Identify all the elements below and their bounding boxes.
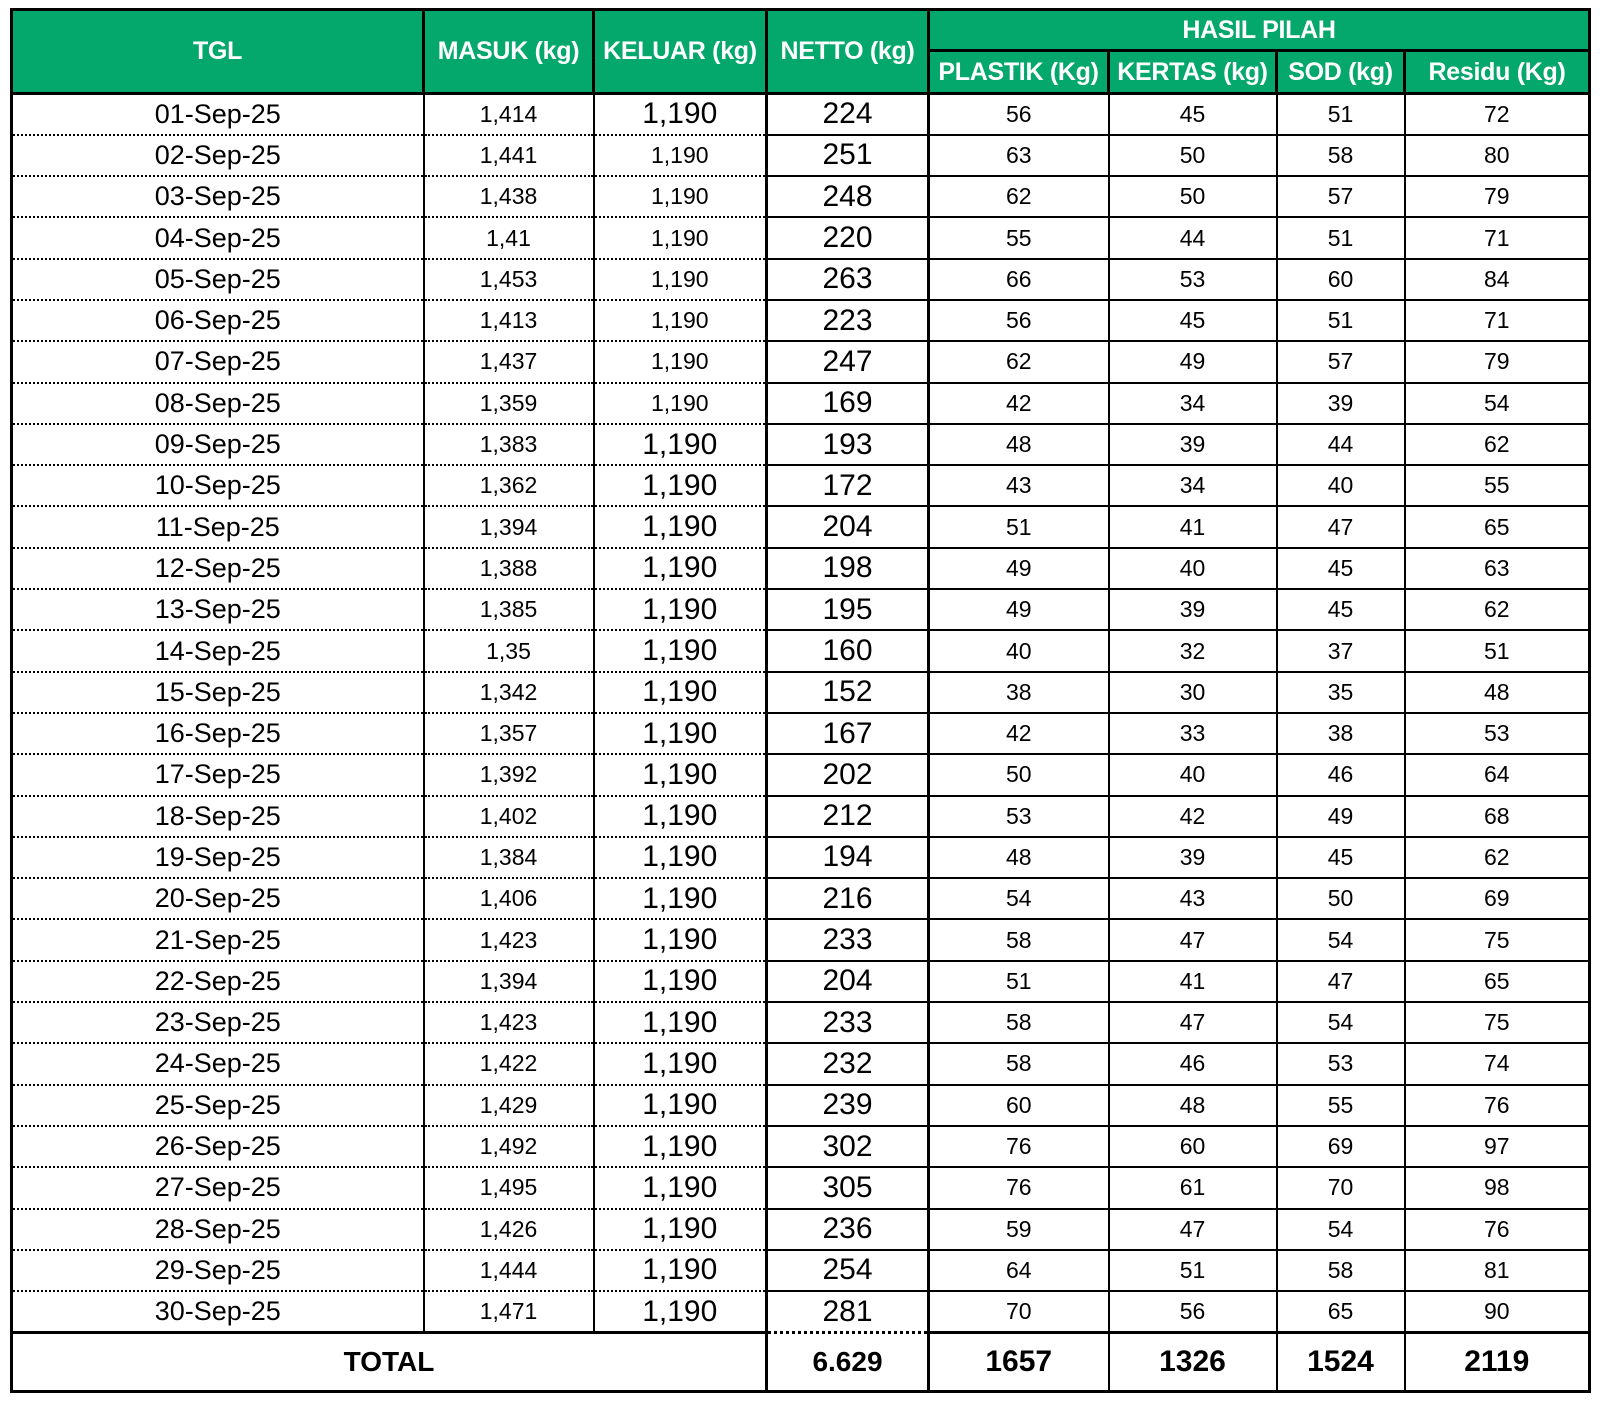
cell-keluar: 1,190 <box>594 1291 767 1332</box>
table-row <box>12 1126 1590 1167</box>
cell-keluar: 1,190 <box>594 506 767 547</box>
cell-kertas: 30 <box>1109 672 1277 713</box>
cell-kertas: 47 <box>1109 919 1277 960</box>
cell-date: 23-Sep-25 <box>12 1002 424 1043</box>
cell-netto: 216 <box>767 878 929 919</box>
table-footer <box>12 1332 1590 1391</box>
cell-netto: 152 <box>767 672 929 713</box>
cell-plastik: 42 <box>929 383 1109 424</box>
cell-masuk: 1,359 <box>424 383 594 424</box>
header-tgl: TGL <box>12 10 424 94</box>
cell-plastik: 43 <box>929 465 1109 506</box>
cell-date: 18-Sep-25 <box>12 796 424 837</box>
cell-kertas: 41 <box>1109 506 1277 547</box>
table-row <box>12 506 1590 547</box>
cell-netto: 302 <box>767 1126 929 1167</box>
cell-sod: 51 <box>1277 217 1405 258</box>
cell-keluar: 1,190 <box>594 713 767 754</box>
cell-netto: 251 <box>767 135 929 176</box>
cell-residu: 62 <box>1405 589 1590 630</box>
cell-sod: 69 <box>1277 1126 1405 1167</box>
cell-keluar: 1,190 <box>594 341 767 382</box>
header-plastik: PLASTIK (Kg) <box>929 51 1109 94</box>
cell-date: 22-Sep-25 <box>12 961 424 1002</box>
cell-kertas: 49 <box>1109 341 1277 382</box>
cell-kertas: 43 <box>1109 878 1277 919</box>
cell-netto: 233 <box>767 1002 929 1043</box>
cell-kertas: 41 <box>1109 961 1277 1002</box>
cell-plastik: 49 <box>929 548 1109 589</box>
cell-netto: 220 <box>767 217 929 258</box>
cell-keluar: 1,190 <box>594 1126 767 1167</box>
table-row <box>12 465 1590 506</box>
cell-residu: 62 <box>1405 837 1590 878</box>
cell-netto: 239 <box>767 1085 929 1126</box>
cell-kertas: 50 <box>1109 176 1277 217</box>
cell-plastik: 60 <box>929 1085 1109 1126</box>
cell-masuk: 1,402 <box>424 796 594 837</box>
cell-masuk: 1,383 <box>424 424 594 465</box>
cell-kertas: 44 <box>1109 217 1277 258</box>
cell-plastik: 53 <box>929 796 1109 837</box>
cell-sod: 54 <box>1277 919 1405 960</box>
cell-masuk: 1,394 <box>424 506 594 547</box>
table-row <box>12 1043 1590 1084</box>
cell-date: 12-Sep-25 <box>12 548 424 589</box>
cell-sod: 47 <box>1277 506 1405 547</box>
table-row <box>12 630 1590 671</box>
cell-plastik: 58 <box>929 1043 1109 1084</box>
cell-sod: 50 <box>1277 878 1405 919</box>
cell-residu: 75 <box>1405 919 1590 960</box>
cell-masuk: 1,437 <box>424 341 594 382</box>
total-netto: 6.629 <box>767 1332 929 1391</box>
cell-masuk: 1,423 <box>424 1002 594 1043</box>
cell-residu: 64 <box>1405 754 1590 795</box>
cell-netto: 160 <box>767 630 929 671</box>
table-row <box>12 94 1590 135</box>
cell-masuk: 1,357 <box>424 713 594 754</box>
cell-plastik: 42 <box>929 713 1109 754</box>
cell-plastik: 50 <box>929 754 1109 795</box>
cell-plastik: 55 <box>929 217 1109 258</box>
cell-plastik: 62 <box>929 176 1109 217</box>
cell-residu: 55 <box>1405 465 1590 506</box>
cell-plastik: 62 <box>929 341 1109 382</box>
cell-masuk: 1,413 <box>424 300 594 341</box>
cell-plastik: 51 <box>929 961 1109 1002</box>
cell-residu: 98 <box>1405 1167 1590 1208</box>
cell-kertas: 40 <box>1109 754 1277 795</box>
cell-residu: 76 <box>1405 1209 1590 1250</box>
cell-masuk: 1,362 <box>424 465 594 506</box>
cell-plastik: 76 <box>929 1167 1109 1208</box>
total-label: TOTAL <box>12 1332 767 1391</box>
cell-netto: 232 <box>767 1043 929 1084</box>
table-row <box>12 919 1590 960</box>
cell-kertas: 32 <box>1109 630 1277 671</box>
cell-plastik: 58 <box>929 1002 1109 1043</box>
cell-date: 21-Sep-25 <box>12 919 424 960</box>
cell-kertas: 47 <box>1109 1002 1277 1043</box>
cell-date: 20-Sep-25 <box>12 878 424 919</box>
cell-kertas: 34 <box>1109 383 1277 424</box>
cell-sod: 39 <box>1277 383 1405 424</box>
cell-keluar: 1,190 <box>594 878 767 919</box>
cell-keluar: 1,190 <box>594 1002 767 1043</box>
table-row <box>12 1002 1590 1043</box>
cell-date: 07-Sep-25 <box>12 341 424 382</box>
cell-netto: 204 <box>767 506 929 547</box>
cell-plastik: 49 <box>929 589 1109 630</box>
cell-plastik: 51 <box>929 506 1109 547</box>
cell-kertas: 53 <box>1109 259 1277 300</box>
table-row <box>12 176 1590 217</box>
table-row <box>12 341 1590 382</box>
cell-residu: 75 <box>1405 1002 1590 1043</box>
cell-masuk: 1,392 <box>424 754 594 795</box>
cell-sod: 57 <box>1277 341 1405 382</box>
cell-kertas: 46 <box>1109 1043 1277 1084</box>
cell-masuk: 1,385 <box>424 589 594 630</box>
cell-date: 06-Sep-25 <box>12 300 424 341</box>
cell-masuk: 1,492 <box>424 1126 594 1167</box>
cell-residu: 72 <box>1405 94 1590 135</box>
cell-netto: 281 <box>767 1291 929 1332</box>
cell-sod: 45 <box>1277 589 1405 630</box>
cell-residu: 65 <box>1405 506 1590 547</box>
cell-sod: 45 <box>1277 837 1405 878</box>
cell-date: 05-Sep-25 <box>12 259 424 300</box>
cell-plastik: 58 <box>929 919 1109 960</box>
cell-kertas: 34 <box>1109 465 1277 506</box>
cell-residu: 80 <box>1405 135 1590 176</box>
cell-sod: 46 <box>1277 754 1405 795</box>
cell-netto: 167 <box>767 713 929 754</box>
header-masuk: MASUK (kg) <box>424 10 594 94</box>
table-row <box>12 961 1590 1002</box>
cell-plastik: 76 <box>929 1126 1109 1167</box>
cell-netto: 212 <box>767 796 929 837</box>
cell-kertas: 56 <box>1109 1291 1277 1332</box>
cell-keluar: 1,190 <box>594 135 767 176</box>
cell-netto: 233 <box>767 919 929 960</box>
table-header <box>12 10 1590 94</box>
cell-masuk: 1,384 <box>424 837 594 878</box>
cell-plastik: 56 <box>929 94 1109 135</box>
cell-date: 02-Sep-25 <box>12 135 424 176</box>
cell-kertas: 40 <box>1109 548 1277 589</box>
cell-date: 03-Sep-25 <box>12 176 424 217</box>
cell-plastik: 48 <box>929 837 1109 878</box>
cell-masuk: 1,422 <box>424 1043 594 1084</box>
cell-netto: 204 <box>767 961 929 1002</box>
cell-sod: 47 <box>1277 961 1405 1002</box>
cell-masuk: 1,423 <box>424 919 594 960</box>
cell-keluar: 1,190 <box>594 465 767 506</box>
cell-residu: 79 <box>1405 341 1590 382</box>
cell-netto: 305 <box>767 1167 929 1208</box>
cell-kertas: 33 <box>1109 713 1277 754</box>
cell-date: 04-Sep-25 <box>12 217 424 258</box>
cell-date: 24-Sep-25 <box>12 1043 424 1084</box>
cell-date: 25-Sep-25 <box>12 1085 424 1126</box>
cell-plastik: 70 <box>929 1291 1109 1332</box>
table-row <box>12 259 1590 300</box>
cell-plastik: 54 <box>929 878 1109 919</box>
cell-netto: 194 <box>767 837 929 878</box>
cell-kertas: 47 <box>1109 1209 1277 1250</box>
table-row <box>12 300 1590 341</box>
cell-keluar: 1,190 <box>594 589 767 630</box>
cell-residu: 71 <box>1405 300 1590 341</box>
cell-date: 29-Sep-25 <box>12 1250 424 1291</box>
cell-residu: 76 <box>1405 1085 1590 1126</box>
cell-residu: 84 <box>1405 259 1590 300</box>
cell-date: 27-Sep-25 <box>12 1167 424 1208</box>
cell-masuk: 1,41 <box>424 217 594 258</box>
table-row <box>12 754 1590 795</box>
cell-masuk: 1,444 <box>424 1250 594 1291</box>
cell-keluar: 1,190 <box>594 259 767 300</box>
cell-sod: 54 <box>1277 1209 1405 1250</box>
cell-date: 26-Sep-25 <box>12 1126 424 1167</box>
table-row <box>12 424 1590 465</box>
cell-sod: 51 <box>1277 94 1405 135</box>
cell-residu: 71 <box>1405 217 1590 258</box>
cell-masuk: 1,342 <box>424 672 594 713</box>
cell-plastik: 64 <box>929 1250 1109 1291</box>
cell-sod: 65 <box>1277 1291 1405 1332</box>
cell-date: 10-Sep-25 <box>12 465 424 506</box>
cell-masuk: 1,426 <box>424 1209 594 1250</box>
table-row <box>12 837 1590 878</box>
total-kertas: 1326 <box>1109 1332 1277 1391</box>
cell-keluar: 1,190 <box>594 796 767 837</box>
cell-netto: 247 <box>767 341 929 382</box>
table-body <box>12 94 1590 1333</box>
cell-netto: 195 <box>767 589 929 630</box>
cell-sod: 58 <box>1277 135 1405 176</box>
cell-date: 14-Sep-25 <box>12 630 424 671</box>
cell-residu: 65 <box>1405 961 1590 1002</box>
total-sod: 1524 <box>1277 1332 1405 1391</box>
cell-sod: 58 <box>1277 1250 1405 1291</box>
total-residu: 2119 <box>1405 1332 1590 1391</box>
cell-plastik: 56 <box>929 300 1109 341</box>
cell-masuk: 1,406 <box>424 878 594 919</box>
cell-keluar: 1,190 <box>594 837 767 878</box>
cell-date: 15-Sep-25 <box>12 672 424 713</box>
cell-residu: 97 <box>1405 1126 1590 1167</box>
cell-keluar: 1,190 <box>594 1085 767 1126</box>
cell-keluar: 1,190 <box>594 1043 767 1084</box>
table-row <box>12 548 1590 589</box>
cell-residu: 62 <box>1405 424 1590 465</box>
cell-residu: 90 <box>1405 1291 1590 1332</box>
cell-kertas: 39 <box>1109 424 1277 465</box>
table-row <box>12 1085 1590 1126</box>
table-row <box>12 589 1590 630</box>
waste-report-table <box>10 8 1591 1393</box>
cell-sod: 45 <box>1277 548 1405 589</box>
cell-keluar: 1,190 <box>594 383 767 424</box>
cell-keluar: 1,190 <box>594 1209 767 1250</box>
cell-masuk: 1,453 <box>424 259 594 300</box>
cell-date: 30-Sep-25 <box>12 1291 424 1332</box>
cell-keluar: 1,190 <box>594 300 767 341</box>
cell-plastik: 63 <box>929 135 1109 176</box>
cell-netto: 223 <box>767 300 929 341</box>
cell-date: 28-Sep-25 <box>12 1209 424 1250</box>
cell-sod: 57 <box>1277 176 1405 217</box>
cell-sod: 44 <box>1277 424 1405 465</box>
cell-netto: 169 <box>767 383 929 424</box>
total-row <box>12 1332 1590 1391</box>
cell-keluar: 1,190 <box>594 424 767 465</box>
cell-keluar: 1,190 <box>594 919 767 960</box>
cell-kertas: 48 <box>1109 1085 1277 1126</box>
cell-plastik: 38 <box>929 672 1109 713</box>
cell-sod: 38 <box>1277 713 1405 754</box>
cell-residu: 53 <box>1405 713 1590 754</box>
cell-kertas: 39 <box>1109 589 1277 630</box>
table-row <box>12 713 1590 754</box>
header-residu: Residu (Kg) <box>1405 51 1590 94</box>
cell-masuk: 1,441 <box>424 135 594 176</box>
cell-kertas: 61 <box>1109 1167 1277 1208</box>
total-plastik: 1657 <box>929 1332 1109 1391</box>
cell-residu: 54 <box>1405 383 1590 424</box>
table-row <box>12 217 1590 258</box>
cell-sod: 35 <box>1277 672 1405 713</box>
cell-sod: 40 <box>1277 465 1405 506</box>
table-row <box>12 1250 1590 1291</box>
cell-sod: 70 <box>1277 1167 1405 1208</box>
cell-date: 16-Sep-25 <box>12 713 424 754</box>
cell-keluar: 1,190 <box>594 176 767 217</box>
cell-sod: 37 <box>1277 630 1405 671</box>
cell-masuk: 1,394 <box>424 961 594 1002</box>
cell-sod: 60 <box>1277 259 1405 300</box>
cell-keluar: 1,190 <box>594 1167 767 1208</box>
cell-kertas: 45 <box>1109 300 1277 341</box>
cell-kertas: 50 <box>1109 135 1277 176</box>
table-row <box>12 1167 1590 1208</box>
cell-date: 09-Sep-25 <box>12 424 424 465</box>
cell-residu: 48 <box>1405 672 1590 713</box>
table-row <box>12 672 1590 713</box>
cell-keluar: 1,190 <box>594 94 767 135</box>
cell-residu: 68 <box>1405 796 1590 837</box>
cell-keluar: 1,190 <box>594 672 767 713</box>
cell-kertas: 60 <box>1109 1126 1277 1167</box>
cell-sod: 53 <box>1277 1043 1405 1084</box>
cell-sod: 51 <box>1277 300 1405 341</box>
cell-netto: 263 <box>767 259 929 300</box>
cell-netto: 202 <box>767 754 929 795</box>
header-netto: NETTO (kg) <box>767 10 929 94</box>
table-row <box>12 383 1590 424</box>
table-row <box>12 1291 1590 1332</box>
cell-keluar: 1,190 <box>594 217 767 258</box>
cell-date: 08-Sep-25 <box>12 383 424 424</box>
cell-residu: 74 <box>1405 1043 1590 1084</box>
cell-date: 11-Sep-25 <box>12 506 424 547</box>
cell-keluar: 1,190 <box>594 630 767 671</box>
cell-date: 13-Sep-25 <box>12 589 424 630</box>
cell-residu: 63 <box>1405 548 1590 589</box>
header-hasil-pilah: HASIL PILAH <box>929 10 1590 51</box>
cell-sod: 54 <box>1277 1002 1405 1043</box>
header-sod: SOD (kg) <box>1277 51 1405 94</box>
table-row <box>12 1209 1590 1250</box>
cell-masuk: 1,438 <box>424 176 594 217</box>
cell-masuk: 1,35 <box>424 630 594 671</box>
cell-plastik: 66 <box>929 259 1109 300</box>
cell-kertas: 42 <box>1109 796 1277 837</box>
cell-kertas: 51 <box>1109 1250 1277 1291</box>
cell-netto: 236 <box>767 1209 929 1250</box>
cell-keluar: 1,190 <box>594 961 767 1002</box>
cell-netto: 198 <box>767 548 929 589</box>
cell-residu: 79 <box>1405 176 1590 217</box>
cell-residu: 81 <box>1405 1250 1590 1291</box>
cell-netto: 248 <box>767 176 929 217</box>
cell-netto: 224 <box>767 94 929 135</box>
cell-sod: 55 <box>1277 1085 1405 1126</box>
cell-keluar: 1,190 <box>594 754 767 795</box>
cell-netto: 254 <box>767 1250 929 1291</box>
cell-date: 17-Sep-25 <box>12 754 424 795</box>
cell-plastik: 40 <box>929 630 1109 671</box>
cell-netto: 172 <box>767 465 929 506</box>
cell-date: 01-Sep-25 <box>12 94 424 135</box>
cell-keluar: 1,190 <box>594 1250 767 1291</box>
cell-netto: 193 <box>767 424 929 465</box>
cell-kertas: 39 <box>1109 837 1277 878</box>
cell-masuk: 1,414 <box>424 94 594 135</box>
cell-masuk: 1,471 <box>424 1291 594 1332</box>
cell-plastik: 59 <box>929 1209 1109 1250</box>
header-kertas: KERTAS (kg) <box>1109 51 1277 94</box>
cell-plastik: 48 <box>929 424 1109 465</box>
cell-sod: 49 <box>1277 796 1405 837</box>
cell-masuk: 1,388 <box>424 548 594 589</box>
cell-masuk: 1,495 <box>424 1167 594 1208</box>
table-row <box>12 796 1590 837</box>
table-row <box>12 135 1590 176</box>
cell-keluar: 1,190 <box>594 548 767 589</box>
header-keluar: KELUAR (kg) <box>594 10 767 94</box>
cell-kertas: 45 <box>1109 94 1277 135</box>
cell-residu: 51 <box>1405 630 1590 671</box>
table-row <box>12 878 1590 919</box>
cell-residu: 69 <box>1405 878 1590 919</box>
cell-masuk: 1,429 <box>424 1085 594 1126</box>
cell-date: 19-Sep-25 <box>12 837 424 878</box>
